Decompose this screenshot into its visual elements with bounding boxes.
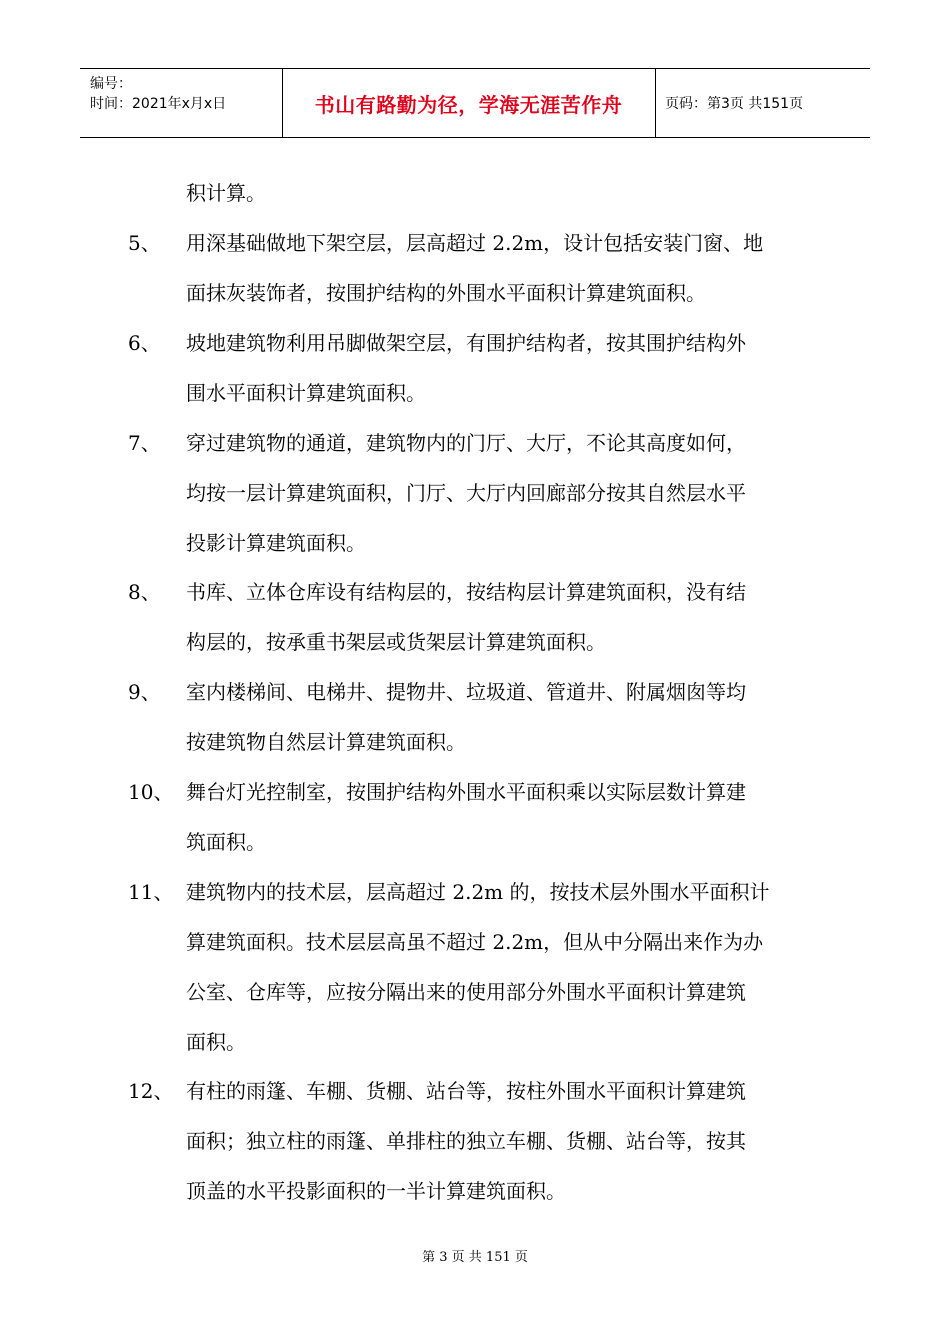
item-number: 8、 (128, 580, 161, 604)
body-line: 穿过建筑物的通道，建筑物内的门厅、大厅，不论其高度如何， (186, 431, 746, 455)
item-number: 7、 (128, 431, 161, 455)
body-line: 构层的，按承重书架层或货架层计算建筑面积。 (186, 630, 606, 654)
header-motto-cell (282, 69, 656, 137)
body-line: 筑面积。 (186, 830, 266, 854)
body-line: 面积。 (186, 1030, 246, 1054)
page-info: 页码：第3页 共151页 (665, 96, 804, 112)
body-line: 按建筑物自然层计算建筑面积。 (186, 730, 466, 754)
body-line: 积计算。 (186, 181, 266, 205)
body-line: 公室、仓库等，应按分隔出来的使用部分外围水平面积计算建筑 (186, 980, 746, 1004)
item-number: 9、 (128, 680, 161, 704)
body-line: 书库、立体仓库设有结构层的，按结构层计算建筑面积，没有结 (186, 580, 746, 604)
header-page-cell (655, 69, 870, 137)
body-line: 围水平面积计算建筑面积。 (186, 381, 426, 405)
item-number: 10、 (128, 780, 174, 804)
body-line: 有柱的雨篷、车棚、货棚、站台等，按柱外围水平面积计算建筑 (186, 1079, 746, 1103)
body-line: 室内楼梯间、电梯井、提物井、垃圾道、管道井、附属烟囱等均 (186, 680, 746, 704)
body-line: 面抹灰装饰者，按围护结构的外围水平面积计算建筑面积。 (186, 281, 706, 305)
header-meta (80, 69, 283, 137)
item-number: 12、 (128, 1079, 174, 1103)
body-line: 顶盖的水平投影面积的一半计算建筑面积。 (186, 1179, 566, 1203)
body-line: 投影计算建筑面积。 (186, 531, 366, 555)
item-number: 6、 (128, 331, 161, 355)
body-line: 用深基础做地下架空层，层高超过 2.2m，设计包括安装门窗、地 (186, 231, 764, 255)
item-number: 11、 (128, 880, 174, 904)
page-header (80, 68, 870, 138)
body-line: 建筑物内的技术层，层高超过 2.2m 的，按技术层外围水平面积计 (186, 880, 770, 904)
body-line: 算建筑面积。技术层层高虽不超过 2.2m，但从中分隔出来作为办 (186, 930, 764, 954)
page-footer: 第 3 页 共 151 页 (422, 1250, 528, 1265)
number-label: 编号： (90, 76, 132, 92)
motto: 书山有路勤为径，学海无涯苦作舟 (314, 92, 623, 117)
body-line: 均按一层计算建筑面积，门厅、大厅内回廊部分按其自然层水平 (186, 481, 746, 505)
body-line: 舞台灯光控制室，按围护结构外围水平面积乘以实际层数计算建 (186, 780, 746, 804)
body-line: 面积；独立柱的雨篷、单排柱的独立车棚、货棚、站台等，按其 (186, 1129, 746, 1153)
body-line: 坡地建筑物利用吊脚做架空层，有围护结构者，按其围护结构外 (186, 331, 746, 355)
time-label: 时间：2021年x月x日 (90, 96, 227, 112)
item-number: 5、 (128, 231, 161, 255)
